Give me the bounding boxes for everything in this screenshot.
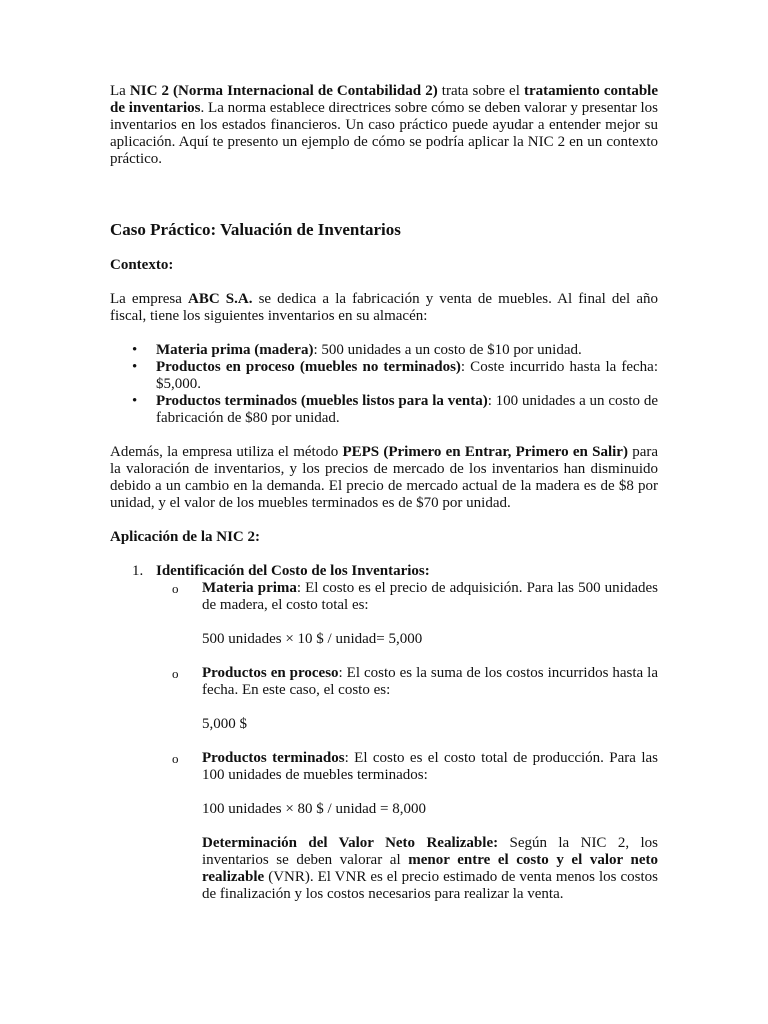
- substep-item: [172, 750, 658, 818]
- document-page: [110, 83, 658, 903]
- method-text-1: Además, la empresa utiliza el método: [110, 444, 343, 460]
- vnr-text-2: (VNR). El VNR es el precio estimado de venta menos los costos de finalización y los costos necesarios para realizar la venta.: [202, 869, 658, 902]
- list-item-text: : 500 unidades a un costo de $10 por unidad.: [313, 342, 582, 358]
- vnr-bold-title: Determinación del Valor Neto Realizable:: [202, 835, 499, 851]
- circle-bullet-icon: o: [172, 751, 179, 766]
- formula: 100 unidades × 80 $ / unidad = 8,000: [202, 801, 426, 817]
- substep-text: : El costo es el costo total de producción. Para las 100 unidades de muebles terminados:: [202, 750, 658, 783]
- list-item: [132, 359, 658, 393]
- intro-bold-tratamiento: tratamiento contable de inventarios: [110, 83, 659, 116]
- substep-text: : El costo es el precio de adquisición. Para las 500 unidades de madera, el costo total es:: [202, 580, 658, 613]
- intro-text-2: trata sobre el: [437, 83, 524, 99]
- step-number: 1.: [132, 563, 144, 579]
- formula: 500 unidades × 10 $ / unidad= 5,000: [202, 631, 423, 647]
- context-paragraph: [110, 291, 658, 325]
- substep-bold: Productos terminados: [202, 750, 345, 766]
- substep-item: [172, 580, 658, 648]
- bullet-icon: •: [132, 393, 138, 409]
- substep-bold: Materia prima: [202, 580, 297, 596]
- step-item: [132, 563, 658, 903]
- substep-item: [172, 665, 658, 733]
- substep-text: : El costo es la suma de los costos incurridos hasta la fecha. En este caso, el costo es:: [202, 665, 658, 698]
- context-text-2: se dedica a la fabricación y venta de muebles. Al final del año fiscal, tiene los siguientes inventarios en su almacén:: [110, 291, 658, 324]
- inventory-list: [110, 342, 658, 427]
- application-heading: Aplicación de la NIC 2:: [110, 529, 260, 545]
- intro-text-1: La: [110, 83, 130, 99]
- steps-list: [110, 563, 658, 903]
- formula: 5,000 $: [202, 716, 247, 732]
- vnr-bold-rule: menor entre el costo y el valor neto realizable: [202, 852, 658, 885]
- method-paragraph: [110, 444, 658, 512]
- list-item-bold: Productos en proceso (muebles no terminados): [156, 359, 461, 375]
- context-bold-company: ABC S.A.: [188, 291, 253, 307]
- circle-bullet-icon: o: [172, 581, 179, 596]
- list-item-bold: Materia prima (madera): [156, 342, 314, 358]
- bullet-icon: •: [132, 359, 138, 375]
- context-heading: Contexto:: [110, 257, 174, 273]
- list-item: [132, 393, 658, 427]
- case-title: Caso Práctico: Valuación de Inventarios: [110, 220, 401, 239]
- method-text-2: para la valoración de inventarios, y los precios de mercado de los inventarios han disminuido debido a un cambio en la demanda. El precio de mercado actual de la madera es de $8 por unidad, y el valor de los muebles terminados es de $70 por unidad.: [110, 444, 659, 511]
- circle-bullet-icon: o: [172, 666, 179, 681]
- intro-paragraph: [110, 83, 658, 168]
- list-item-text: : 100 unidades a un costo de fabricación de $80 por unidad.: [156, 393, 658, 426]
- vnr-paragraph: [156, 835, 658, 903]
- intro-text-3: . La norma establece directrices sobre cómo se deben valorar y presentar los inventarios en los estados financieros. Un caso práctico puede ayudar a entender mejor su aplicación. Aquí te presento un ejemplo de cómo se podría aplicar la NIC 2 en un contexto práctico.: [110, 100, 659, 167]
- method-bold-peps: PEPS (Primero en Entrar, Primero en Salir): [342, 444, 628, 460]
- bullet-icon: •: [132, 342, 138, 358]
- list-item-text: : Coste incurrido hasta la fecha: $5,000.: [156, 359, 658, 392]
- intro-bold-nic2: NIC 2 (Norma Internacional de Contabilidad 2): [129, 83, 438, 99]
- step-title: Identificación del Costo de los Inventarios:: [156, 563, 430, 579]
- list-item-bold: Productos terminados (muebles listos para la venta): [156, 393, 488, 409]
- context-text-1: La empresa: [110, 291, 189, 307]
- substep-bold: Productos en proceso: [202, 665, 339, 681]
- vnr-text-1: Según la NIC 2, los inventarios se deben valorar al: [202, 835, 658, 868]
- list-item: [132, 342, 658, 359]
- substep-list: [156, 580, 658, 818]
